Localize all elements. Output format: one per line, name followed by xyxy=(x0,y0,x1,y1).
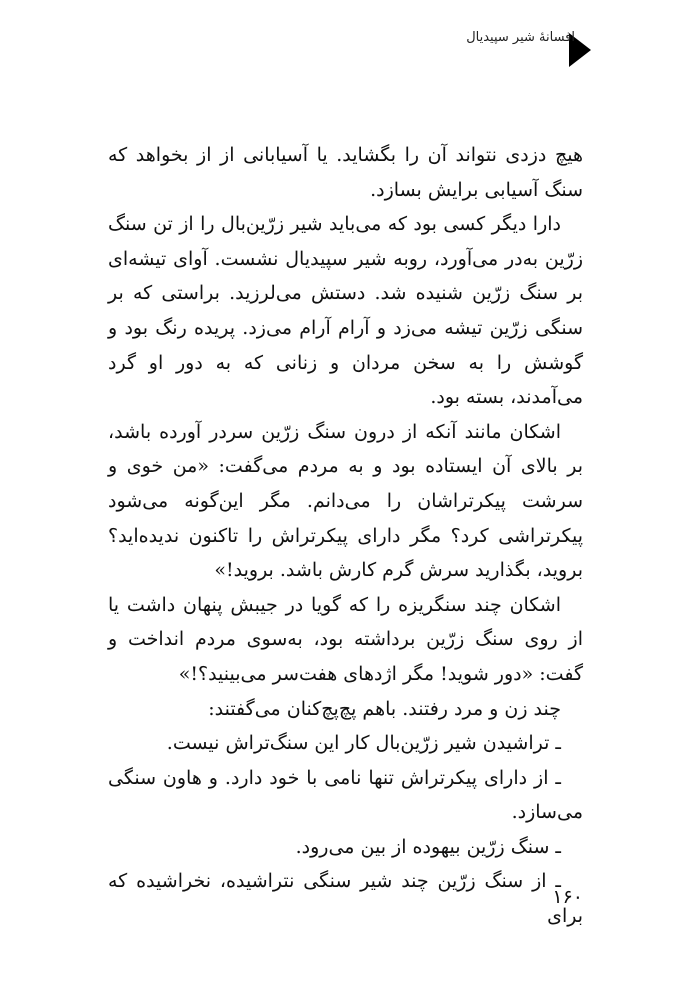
paragraph-2: دارا دیگر کسی بود که می‌باید شیر زرّین‌بال را از تن سنگ زرّین به‌در می‌آورد، روبه شیر سپیدیال نشست. آوای تیشه‌ای بر سنگ زرّین شنیده شد. دستش می‌لرزید. براستی که بر سنگی زرّین تیشه می‌زد و آرام آرام می‌زد. پریده رنگ بود و گوشش را به سخن مردان و زنانی که به دور او گرد می‌آمدند، بسته بود. xyxy=(108,213,583,409)
dialogue-line-4: ـ از سنگ زرّین چند شیر سنگی نتراشیده، نخراشیده که برای xyxy=(108,870,583,928)
paragraph-4: اشکان چند سنگریزه را که گویا در جیبش پنهان داشت یا از روی سنگ زرّین برداشته بود، به‌سوی مردم انداخت و گفت: «دور شوید! مگر اژدهای هفت‌سر می‌بینید؟!» xyxy=(108,593,583,685)
paragraph-1: هیچ دزدی نتواند آن را بگشاید. یا آسیابانی از از بخواهد که سنگ آسیابی برایش بسازد. xyxy=(108,144,583,201)
page-number: ۱۶۰ xyxy=(552,886,583,908)
dialogue-line-2: ـ از دارای پیکرتراش تنها نامی با خود دارد. و هاون سنگی می‌سازد. xyxy=(108,766,583,824)
dialogue-line-3: ـ سنگ زرّین بیهوده از بین می‌رود. xyxy=(295,835,561,858)
body-text xyxy=(108,138,583,934)
paragraph-5: چند زن و مرد رفتند. باهم پچ‌پچ‌کنان می‌گفتند: xyxy=(208,697,561,720)
paragraph-3: اشکان مانند آنکه از درون سنگ زرّین سردر آورده باشد، بر بالای آن ایستاده بود و به مردم می‌گفت: «من خوی و سرشت پیکرتراشان را می‌دانم. مگر این‌گونه می‌شود پیکرتراشی کرد؟ مگر دارای پیکرتراش را تاکنون ندیده‌اید؟ بروید، بگذارید سرش گرم کارش باشد. بروید!» xyxy=(108,420,583,582)
dialogue-line-1: ـ تراشیدن شیر زرّین‌بال کار این سنگ‌تراش نیست. xyxy=(166,732,561,755)
running-header: افسانهٔ شیر سپیدیال xyxy=(466,30,575,45)
